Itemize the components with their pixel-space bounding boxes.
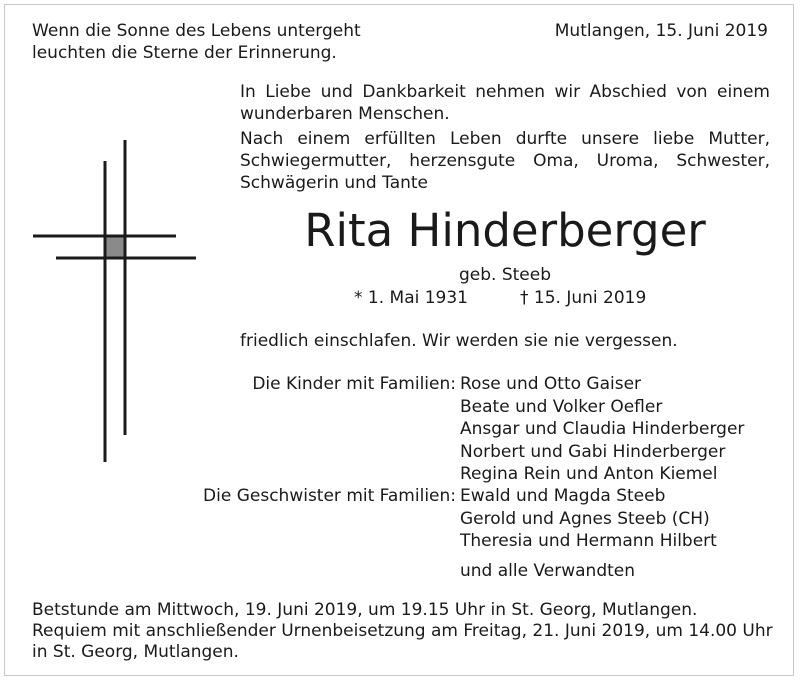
maiden-name: geb. Steeb: [458, 265, 551, 285]
list-item: Theresia und Hermann Hilbert: [460, 531, 717, 551]
siblings-label: Die Geschwister mit Familien:: [203, 486, 456, 506]
service-line-2: Requiem mit anschließender Urnenbeisetzung am Freitag, 21. Juni 2019, um 14.00 Uhr: [32, 621, 773, 641]
intro-paragraph-2-line-3: Schwägerin und Tante: [240, 173, 429, 193]
list-item: Ewald und Magda Steeb: [460, 486, 666, 506]
intro-paragraph-2-line-2: Schwiegermutter, herzensgute Oma, Uroma, Schwester,: [240, 151, 770, 171]
motto: [32, 20, 361, 64]
list-item: Rose und Otto Gaiser: [460, 374, 642, 394]
motto-line-2: leuchten die Sterne der Erinnerung.: [32, 43, 337, 63]
children-list: [460, 373, 744, 486]
list-item: Regina Rein und Anton Kiemel: [460, 464, 718, 484]
list-item: Gerold und Agnes Steeb (CH): [460, 508, 710, 529]
death-date: † 15. Juni 2019: [520, 288, 647, 308]
service-info: [32, 600, 773, 663]
birth-date: * 1. Mai 1931: [354, 288, 469, 308]
intro-paragraph-2-line-1: Nach einem erfüllten Leben durfte unsere liebe Mutter,: [240, 129, 770, 149]
list-item: Ansgar und Claudia Hinderberger: [460, 419, 745, 439]
list-item: Norbert und Gabi Hinderberger: [460, 441, 726, 462]
intro-paragraph-1: [240, 81, 770, 125]
intro-paragraph-2: [240, 128, 770, 194]
intro-paragraph-1-line-2: wunderbaren Menschen.: [240, 104, 450, 124]
peace-text: friedlich einschlafen. Wir werden sie nie vergessen.: [240, 331, 678, 351]
list-item: Beate und Volker Oefler: [460, 396, 663, 417]
motto-line-1: Wenn die Sonne des Lebens untergeht: [32, 21, 361, 41]
service-line-3: in St. Georg, Mutlangen.: [32, 642, 239, 662]
place-date: Mutlangen, 15. Juni 2019: [554, 21, 768, 41]
deceased-name: Rita Hinderberger: [304, 204, 706, 257]
children-label: Die Kinder mit Familien:: [252, 374, 456, 394]
relatives-text: und alle Verwandten: [460, 561, 636, 581]
siblings-list: [460, 485, 717, 553]
intro-paragraph-1-line-1: In Liebe und Dankbarkeit nehmen wir Abschied von einem: [240, 82, 770, 102]
service-line-1: Betstunde am Mittwoch, 19. Juni 2019, um 19.15 Uhr in St. Georg, Mutlangen.: [32, 600, 698, 620]
